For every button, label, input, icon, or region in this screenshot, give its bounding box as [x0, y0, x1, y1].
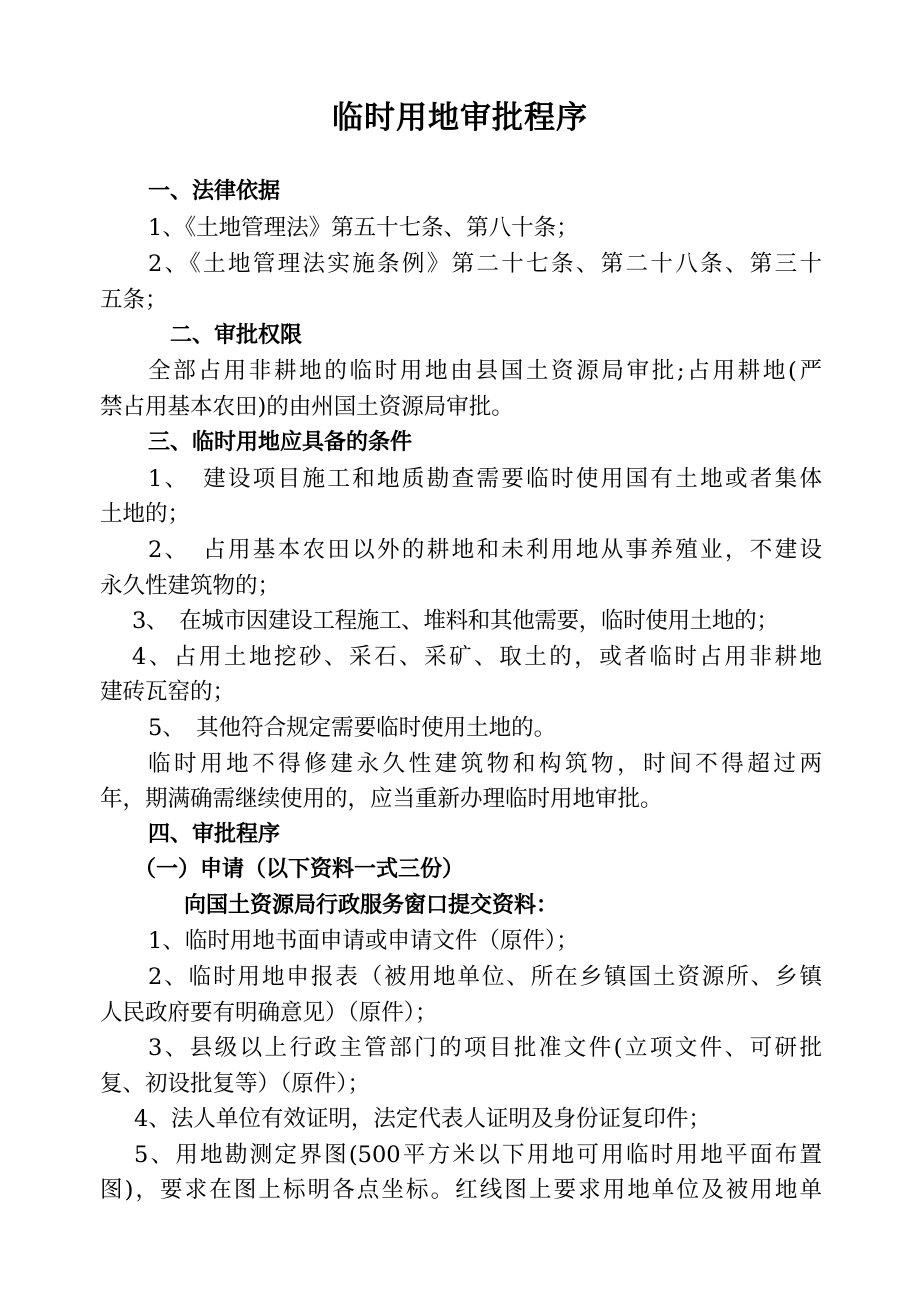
- section-heading-legal-basis: 一、法律依据: [148, 179, 281, 204]
- section-heading-approval-authority: 二、审批权限: [170, 323, 303, 348]
- paragraph-line: 1、《土地管理法》第五十七条、第八十条；: [148, 215, 579, 241]
- paragraph-line: 全部占用非耕地的临时用地由县国土资源局审批;占用耕地(严: [148, 358, 822, 384]
- paragraph-line: 复、初设批复等）（原件）；: [100, 1071, 371, 1097]
- paragraph-line: 人民政府要有明确意见）（原件）；: [100, 1000, 438, 1026]
- subsection-intro: 向国土资源局行政服务窗口提交资料：: [184, 893, 559, 918]
- paragraph-line: 4、占用土地挖砂、采石、采矿、取土的，或者临时占用非耕地: [132, 644, 822, 670]
- paragraph-line: 5、 其他符合规定需要临时使用土地的。: [148, 715, 557, 741]
- paragraph-line: 五条；: [100, 287, 168, 313]
- paragraph-line: 1、临时用地书面申请或申请文件（原件）；: [148, 928, 579, 954]
- section-heading-procedure: 四、审批程序: [148, 822, 281, 847]
- paragraph-line: 4、法人单位有效证明，法定代表人证明及身份证复印件；: [134, 1106, 711, 1132]
- paragraph-line: 2、临时用地申报表（被用地单位、所在乡镇国土资源所、乡镇: [148, 964, 822, 990]
- paragraph-line: 年，期满确需继续使用的，应当重新办理临时用地审批。: [100, 786, 663, 812]
- paragraph-line: 3、 在城市因建设工程施工、堆料和其他需要，临时使用土地的；: [132, 608, 779, 634]
- section-heading-conditions: 三、临时用地应具备的条件: [148, 430, 413, 455]
- paragraph-line: 1、 建设项目施工和地质勘查需要临时使用国有土地或者集体: [148, 466, 822, 492]
- paragraph-line: 3、县级以上行政主管部门的项目批准文件(立项文件、可研批: [148, 1035, 822, 1061]
- paragraph-line: 禁占用基本农田)的由州国土资源局审批。: [100, 394, 514, 420]
- paragraph-line: 土地的；: [100, 501, 191, 527]
- paragraph-line: 2、 占用基本农田以外的耕地和未利用地从事养殖业，不建设: [148, 537, 822, 563]
- paragraph-line: 5、用地勘测定界图(500平方米以下用地可用临时用地平面布置: [134, 1142, 822, 1168]
- paragraph-line: 建砖瓦窑的；: [100, 679, 236, 705]
- paragraph-line: 2、《土地管理法实施条例》第二十七条、第二十八条、第三十: [148, 251, 822, 277]
- subsection-heading-application: （一）申请（以下资料一式三份）: [134, 857, 465, 882]
- paragraph-line: 临时用地不得修建永久性建筑物和构筑物，时间不得超过两: [148, 751, 822, 777]
- paragraph-line: 永久性建筑物的；: [100, 573, 281, 599]
- paragraph-line: 图)，要求在图上标明各点坐标。红线图上要求用地单位及被用地单: [100, 1177, 822, 1203]
- document-title: 临时用地审批程序: [332, 100, 588, 136]
